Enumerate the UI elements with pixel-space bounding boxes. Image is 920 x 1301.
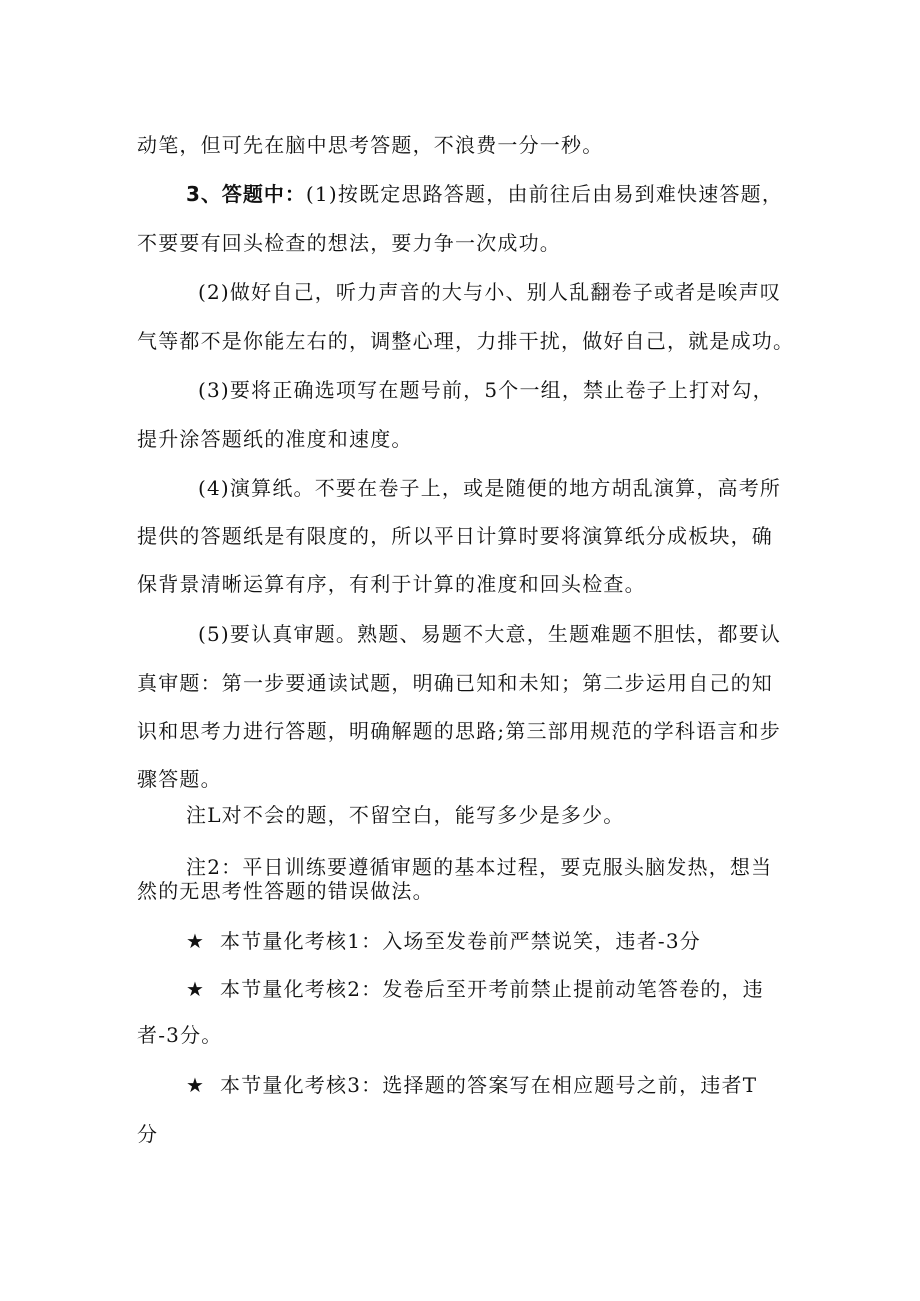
text-line: 动笔，但可先在脑中思考答题，不浪费一分一秒。 bbox=[137, 133, 604, 157]
star-icon: ★ bbox=[186, 929, 206, 953]
assessment-2 bbox=[186, 975, 764, 1003]
item-4-line: (4)演算纸。不要在卷子上，或是随便的地方胡乱演算，高考所 bbox=[198, 476, 782, 500]
note-1: 注L对不会的题，不留空白，能写多少是多少。 bbox=[186, 803, 625, 827]
item-3-line: (3)要将正确选项写在题号前，5个一组，禁止卷子上打对勾， bbox=[198, 378, 774, 402]
text-line: 不要要有回头检查的想法，要力争一次成功。 bbox=[137, 231, 561, 255]
note-2-line: 注2：平日训练要遵循审题的基本过程，要克服头脑发热，想当 bbox=[186, 855, 773, 879]
item-5-line: (5)要认真审题。熟题、易题不大意，生题难题不胆怯，都要认 bbox=[198, 622, 782, 646]
assessment-1-text: 本节量化考核1：入场至发卷前严禁说笑，违者-3分 bbox=[220, 929, 702, 953]
text-line: 然的无思考性答题的错误做法。 bbox=[137, 879, 434, 903]
text-line: 骤答题。 bbox=[137, 767, 222, 791]
star-icon: ★ bbox=[186, 977, 206, 1001]
text-line: 气等都不是你能左右的，调整心理，力排干扰，做好自己，就是成功。 bbox=[137, 329, 795, 353]
text-line: 提升涂答题纸的准度和速度。 bbox=[137, 427, 413, 451]
section-3-item-1: (1)按既定思路答题，由前往后由易到难快速答题， bbox=[305, 182, 784, 206]
text-line: 者-3分。 bbox=[137, 1023, 223, 1047]
text-line: 分 bbox=[137, 1122, 159, 1146]
assessment-3 bbox=[186, 1071, 757, 1099]
item-2-line: (2)做好自己，听力声音的大与小、别人乱翻卷子或者是唉声叹 bbox=[198, 280, 782, 304]
assessment-2-text: 本节量化考核2：发卷后至开考前禁止提前动笔答卷的，违 bbox=[220, 977, 764, 1001]
text-line: 保背景清晰运算有序，有利于计算的准度和回头检查。 bbox=[137, 572, 646, 596]
star-icon: ★ bbox=[186, 1073, 206, 1097]
section-3-heading: 3、答题中： bbox=[186, 182, 306, 206]
assessment-1 bbox=[186, 927, 701, 955]
text-line: 识和思考力进行答题，明确解题的思路;第三部用规范的学科语言和步 bbox=[137, 719, 781, 743]
section-3-first-line bbox=[186, 180, 783, 208]
text-line: 提供的答题纸是有限度的，所以平日计算时要将演算纸分成板块，确 bbox=[137, 524, 773, 548]
text-line: 真审题：第一步要通读试题，明确已知和未知；第二步运用自己的知 bbox=[137, 671, 773, 695]
assessment-3-text: 本节量化考核3：选择题的答案写在相应题号之前，违者T bbox=[220, 1073, 758, 1097]
